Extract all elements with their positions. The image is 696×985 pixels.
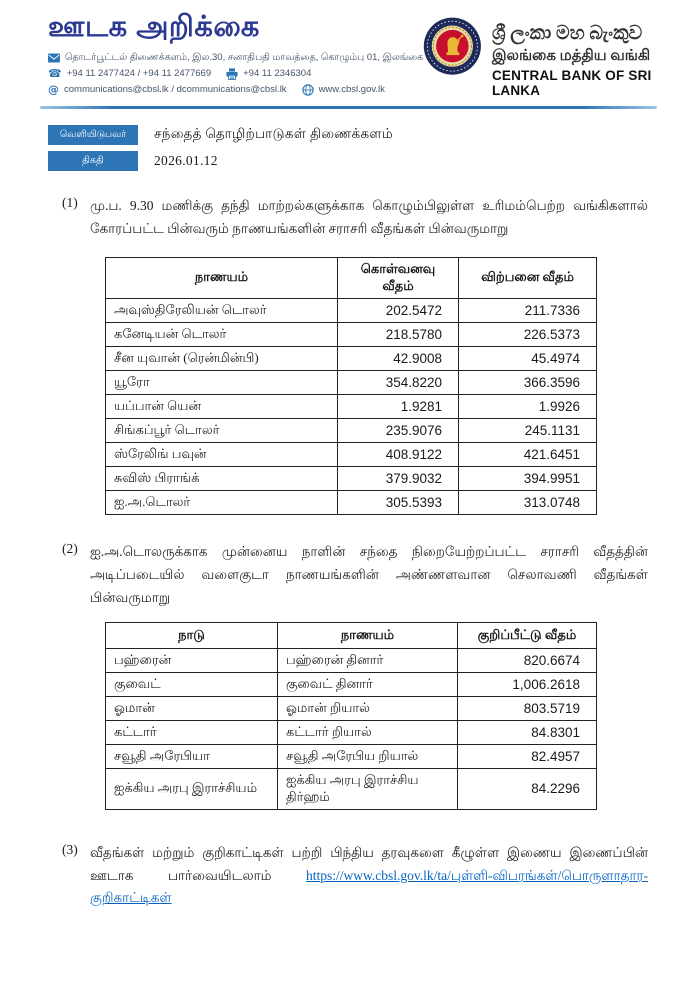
rates-indicators-link[interactable]: https://www.cbsl.gov.lk/ta/புள்ளி-விபரங்கள்/பொருளாதார-குறிகாட்டிகள் bbox=[90, 867, 648, 906]
phone-icon: ☎ bbox=[48, 66, 62, 80]
table-row bbox=[106, 744, 597, 768]
table-cell: ஸ்ரேலிங் பவுன் bbox=[106, 442, 338, 466]
bank-name-english: CENTRAL BANK OF SRI LANKA bbox=[491, 68, 652, 98]
header bbox=[0, 0, 696, 100]
table-cell: ஐ.அ.டொலர் bbox=[106, 490, 338, 514]
table-row bbox=[106, 322, 597, 346]
paragraph-2-number: (2) bbox=[62, 540, 78, 556]
table-cell: சிங்கப்பூர் டொலர் bbox=[106, 418, 338, 442]
table-row bbox=[106, 648, 597, 672]
envelope-icon bbox=[48, 52, 60, 64]
table-cell: 235.9076 bbox=[338, 418, 459, 442]
paragraph-2-text: ஐ.அ.டொலருக்காக முன்னைய நாளின் சந்தை நிறையேற்றப்பட்ட சராசரி வீதத்தின் அடிப்படையில் வளைகுடா நாணயங்களின் அண்ணளவான செலாவணி வீதங்கள் பின்வருமாறு bbox=[90, 543, 648, 605]
masthead-right bbox=[423, 12, 660, 100]
column-header-country: நாடு bbox=[106, 622, 278, 648]
table-cell: 82.4957 bbox=[458, 744, 597, 768]
table-cell: 379.9032 bbox=[338, 466, 459, 490]
table-cell: கட்டார் றியால் bbox=[278, 720, 458, 744]
column-header-buying-rate: கொள்வனவு வீதம் bbox=[338, 257, 459, 298]
table-row bbox=[106, 442, 597, 466]
table-row bbox=[106, 768, 597, 809]
table-cell: 421.6451 bbox=[459, 442, 597, 466]
issued-by-label: வெளியிடுபவர் bbox=[48, 125, 138, 145]
release-meta bbox=[48, 125, 696, 171]
table-cell: சவூதி அரேபிய றியால் bbox=[278, 744, 458, 768]
table-row bbox=[106, 418, 597, 442]
table-cell: 202.5472 bbox=[338, 298, 459, 322]
paragraph-2 bbox=[62, 541, 648, 610]
table-header-row bbox=[106, 257, 597, 298]
table-header-row bbox=[106, 622, 597, 648]
table-row bbox=[106, 490, 597, 514]
table-row bbox=[106, 720, 597, 744]
contact-address: தொடர்பூட்டல் திணைக்களம், இல.30, சனாதிபதி மாவத்தை, கொழும்பு 01, இலங்கை bbox=[65, 51, 424, 63]
column-header-currency: நாணயம் bbox=[106, 257, 338, 298]
table-cell: குவைட் தினார் bbox=[278, 672, 458, 696]
paragraph-3-number: (3) bbox=[62, 841, 78, 857]
contact-phones: +94 11 2477424 / +94 11 2477669 bbox=[66, 68, 212, 80]
column-header-selling-rate: விற்பனை வீதம் bbox=[459, 257, 597, 298]
column-header-indicative-rate: குறிப்பீட்டு வீதம் bbox=[458, 622, 597, 648]
press-release-title: ஊடக அறிக்கை bbox=[48, 11, 260, 43]
table-cell: யூரோ bbox=[106, 370, 338, 394]
table-cell: 45.4974 bbox=[459, 346, 597, 370]
contact-fax: +94 11 2346304 bbox=[243, 68, 312, 80]
table-row bbox=[106, 696, 597, 720]
table-cell: 84.2296 bbox=[458, 768, 597, 809]
table-cell: 408.9122 bbox=[338, 442, 459, 466]
table-cell: குவைட் bbox=[106, 672, 278, 696]
table-cell: 218.5780 bbox=[338, 322, 459, 346]
table-cell: 820.6674 bbox=[458, 648, 597, 672]
contact-emails: communications@cbsl.lk / dcommunications@cbsl.lk bbox=[64, 84, 287, 96]
issued-by-row bbox=[48, 125, 696, 145]
fax-icon bbox=[226, 68, 238, 80]
table-row bbox=[106, 298, 597, 322]
table-cell: கனேடியன் டொலர் bbox=[106, 322, 338, 346]
table-cell: அவுஸ்திரேலியன் டொலர் bbox=[106, 298, 338, 322]
table-cell: ஐக்கிய அரபு இராச்சிய திர்ஹம் bbox=[278, 768, 458, 809]
globe-icon bbox=[302, 84, 314, 96]
column-header-currency: நாணயம் bbox=[278, 622, 458, 648]
table-cell: 354.8220 bbox=[338, 370, 459, 394]
paragraph-1-number: (1) bbox=[62, 194, 78, 210]
contact-phone-line bbox=[48, 68, 423, 80]
telegraphic-rates-table bbox=[105, 257, 597, 515]
cbsl-seal-logo bbox=[423, 16, 482, 92]
table-cell: 226.5373 bbox=[459, 322, 597, 346]
table-cell: யப்பான் யென் bbox=[106, 394, 338, 418]
contact-website: www.cbsl.gov.lk bbox=[318, 84, 385, 96]
issued-by-value: சந்தைத் தொழிற்பாடுகள் திணைக்களம் bbox=[154, 125, 394, 141]
table-row bbox=[106, 346, 597, 370]
masthead-left bbox=[48, 12, 423, 100]
table-cell: சுவிஸ் பிராங்க் bbox=[106, 466, 338, 490]
paragraph-3-lead: வீதங்கள் மற்றும் குறிகாட்டிகள் பற்றி பிந்திய தரவுகளை கீழுள்ள இணைய இணைப்பின் ஊடாக பார்வையிடலாம் bbox=[90, 844, 648, 883]
table-cell: சீன யுவான் (ரென்மின்பி) bbox=[106, 346, 338, 370]
table-row bbox=[106, 370, 597, 394]
bank-name-tamil: இலங்கை மத்திய வங்கி bbox=[491, 47, 651, 64]
paragraph-3 bbox=[62, 842, 648, 911]
table-cell: பஹ்ரைன் bbox=[106, 648, 278, 672]
paragraph-3-text bbox=[90, 842, 648, 911]
table-cell: பஹ்ரைன் தினார் bbox=[278, 648, 458, 672]
table-cell: கட்டார் bbox=[106, 720, 278, 744]
table-cell: ஓமான் bbox=[106, 696, 278, 720]
table-cell: ஓமான் றியால் bbox=[278, 696, 458, 720]
paragraph-1 bbox=[62, 195, 648, 241]
paragraph-1-text: மு.ப. 9.30 மணிக்கு தந்தி மாற்றல்களுக்காக கொழும்பிலுள்ள உரிமம்பெற்ற வங்கிகளால் கோரப்பட்ட பின்வரும் நாணயங்களின் சராசரி வீதங்கள் பின்வருமாறு bbox=[90, 197, 648, 236]
table-cell: 1,006.2618 bbox=[458, 672, 597, 696]
table-cell: 1.9926 bbox=[459, 394, 597, 418]
contact-address-line bbox=[48, 52, 423, 64]
table-cell: 366.3596 bbox=[459, 370, 597, 394]
date-value: 2026.01.12 bbox=[154, 152, 218, 168]
table-cell: 305.5393 bbox=[338, 490, 459, 514]
table-cell: 42.9008 bbox=[338, 346, 459, 370]
table-row bbox=[106, 672, 597, 696]
gulf-currency-rates-table bbox=[105, 622, 597, 810]
date-row bbox=[48, 151, 696, 171]
table-cell: 245.1131 bbox=[459, 418, 597, 442]
table-row bbox=[106, 394, 597, 418]
table-cell: 803.5719 bbox=[458, 696, 597, 720]
table-row bbox=[106, 466, 597, 490]
table-cell: 211.7336 bbox=[459, 298, 597, 322]
table-cell: 313.0748 bbox=[459, 490, 597, 514]
table-cell: சவூதி அரேபியா bbox=[106, 744, 278, 768]
contact-email-line bbox=[48, 84, 423, 96]
at-sign-icon: @ bbox=[48, 82, 59, 96]
table-cell: 394.9951 bbox=[459, 466, 597, 490]
table-cell: 1.9281 bbox=[338, 394, 459, 418]
table-cell: ஐக்கிய அரபு இராச்சியம் bbox=[106, 768, 278, 809]
date-label: திகதி bbox=[48, 151, 138, 171]
table-cell: 84.8301 bbox=[458, 720, 597, 744]
bank-names bbox=[492, 16, 660, 98]
bank-name-sinhala: ශ්‍රී ලංකා මහ බැංකුව bbox=[491, 23, 643, 44]
header-divider-line bbox=[40, 106, 657, 109]
